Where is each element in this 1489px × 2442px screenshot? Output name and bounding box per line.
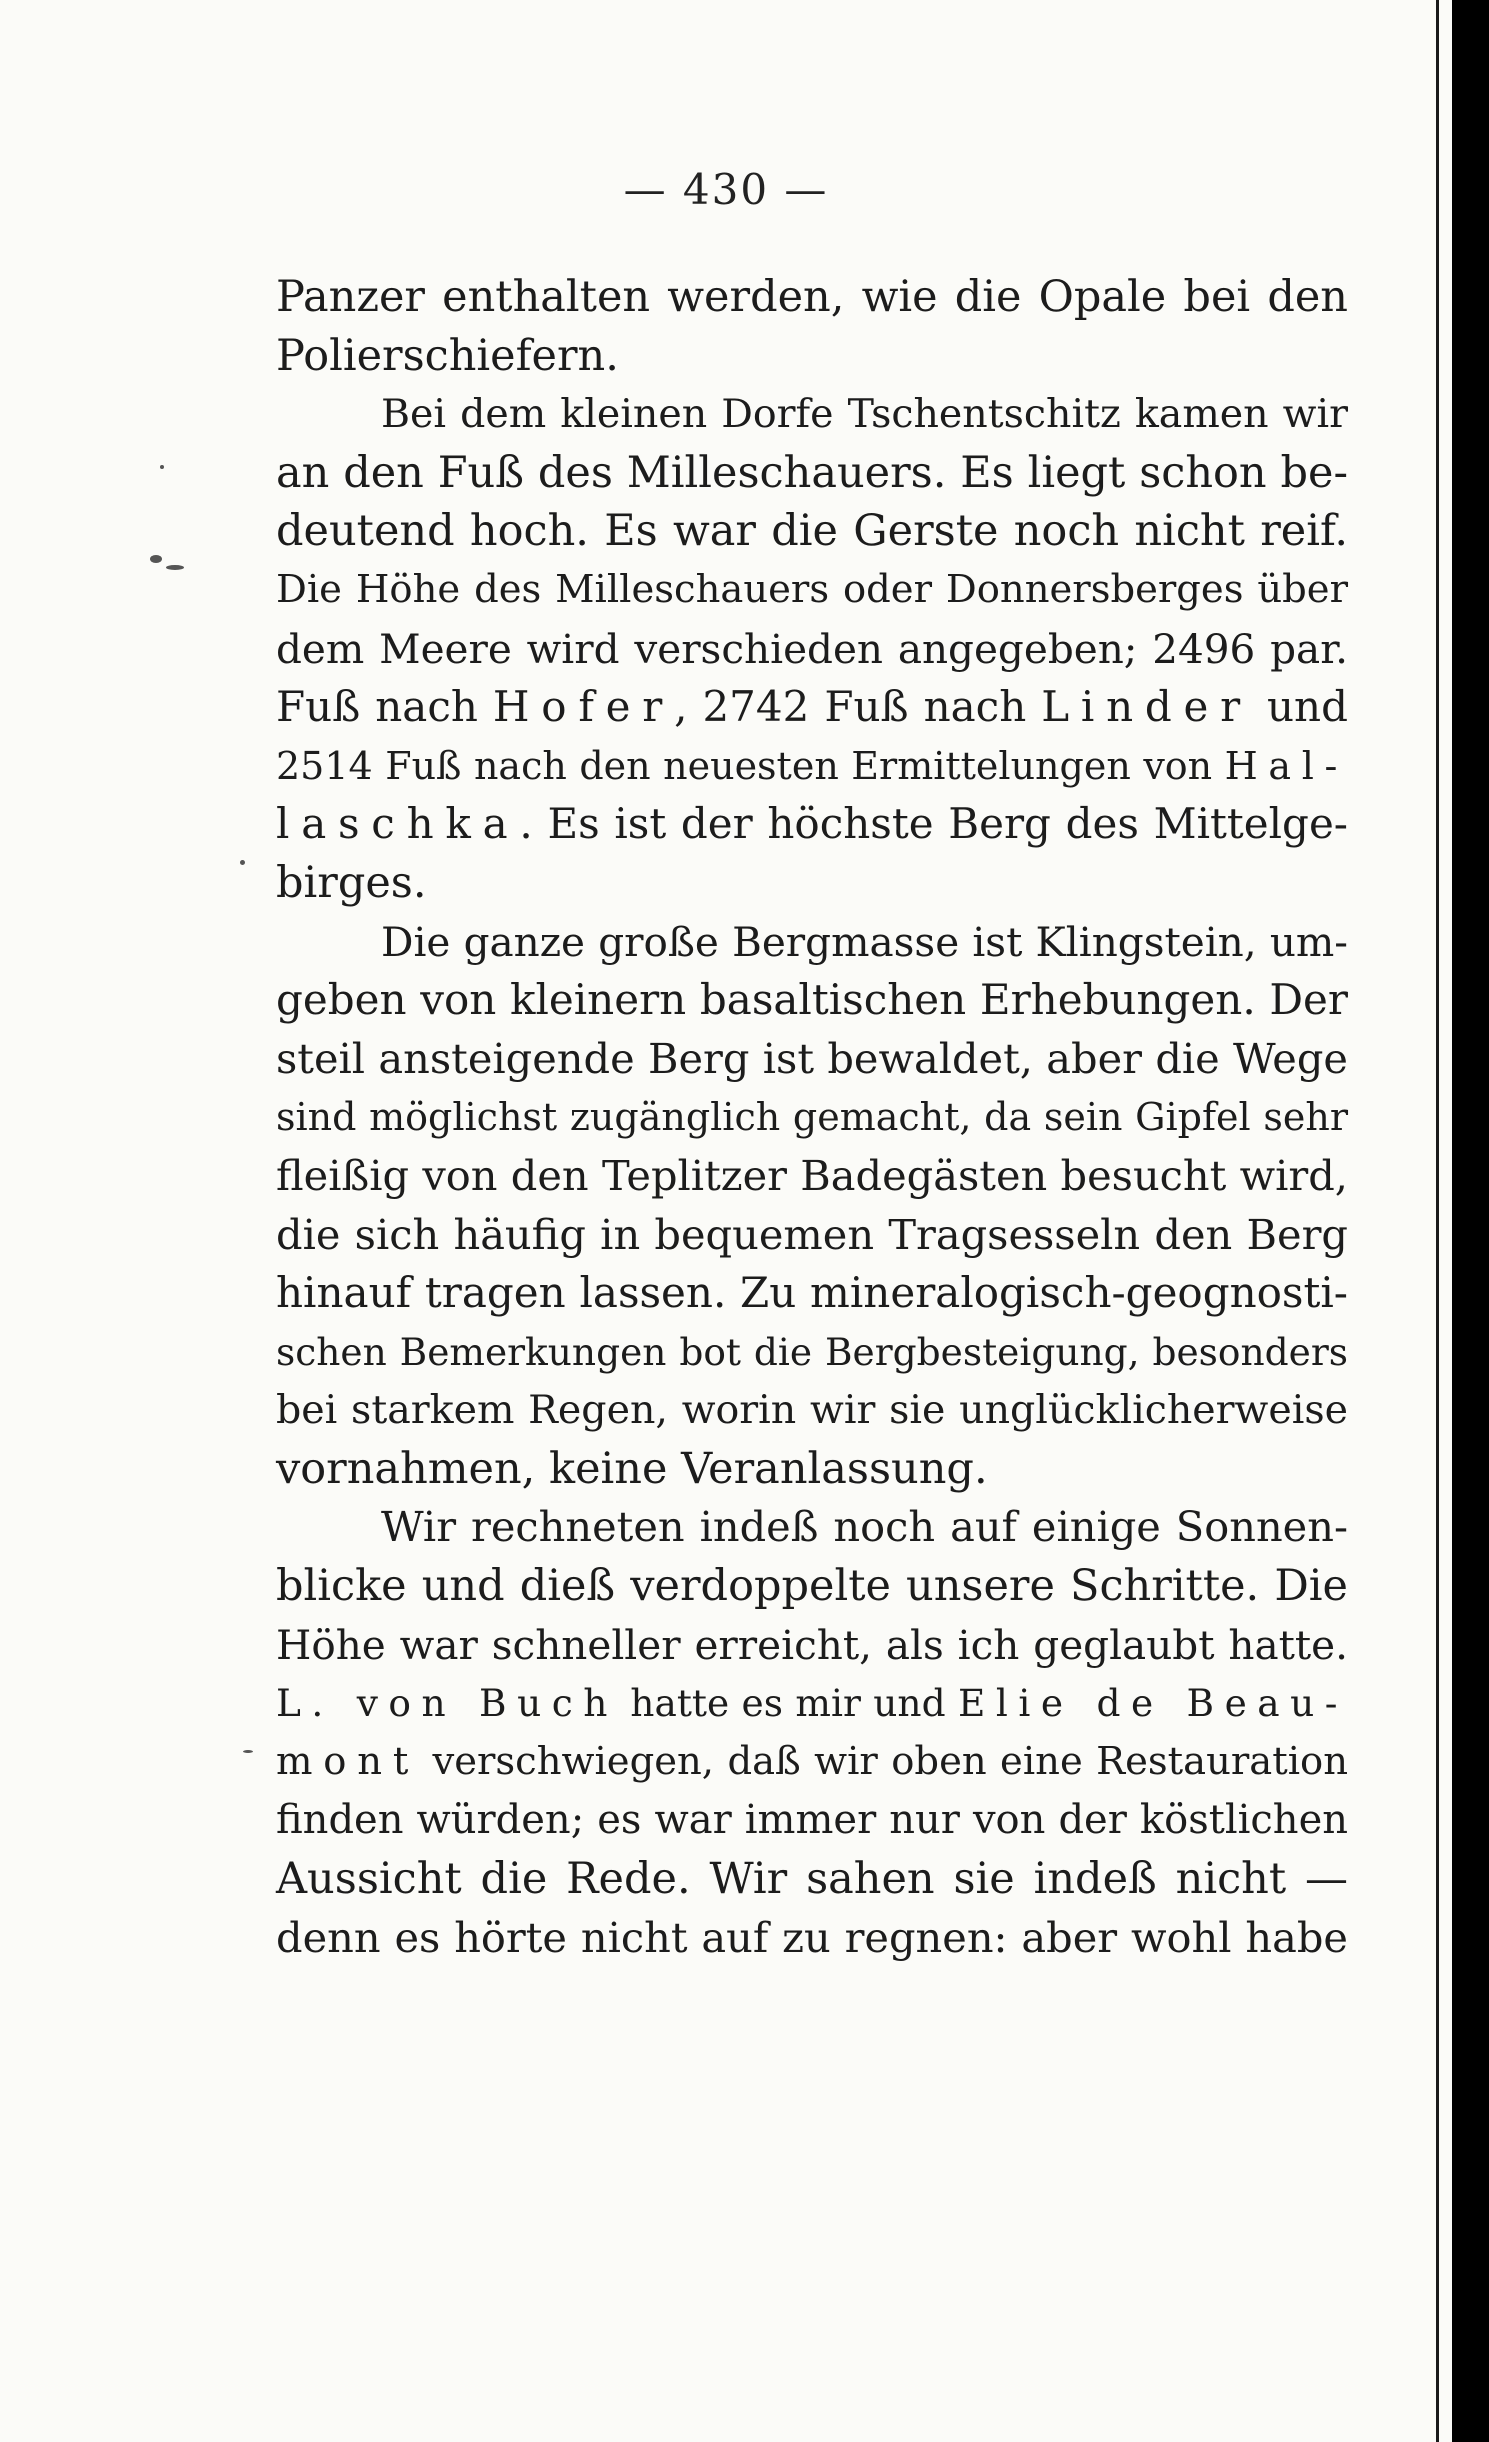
text-line: birges. bbox=[276, 857, 427, 908]
spaced-name: Linder bbox=[1041, 682, 1253, 732]
text-segment: hatte es mir und bbox=[617, 1681, 958, 1726]
text-line bbox=[276, 678, 1348, 737]
text-line: blicke und dieß verdoppelte unsere Schritte. Die bbox=[276, 1561, 1348, 1612]
text-segment: , 2742 Fuß nach bbox=[674, 682, 1042, 732]
body-text bbox=[276, 268, 1348, 1967]
text-line: deutend hoch. Es war die Gerste noch nicht reif. bbox=[276, 506, 1348, 557]
text-line bbox=[276, 1674, 1348, 1733]
page-edge-line bbox=[1436, 0, 1439, 2442]
text-line: steil ansteigende Berg ist bewaldet, aber die Wege bbox=[276, 1033, 1348, 1083]
text-line: fleißig von den Teplitzer Badegästen besucht wird, bbox=[276, 1150, 1348, 1200]
ink-speck bbox=[243, 1750, 253, 1753]
text-segment: . Es ist der höchste Berg des Mittelge- bbox=[519, 799, 1348, 849]
text-segment: Fuß nach bbox=[276, 682, 493, 732]
spaced-name: laschka bbox=[276, 799, 520, 849]
spaced-name: L. von Buch bbox=[276, 1681, 618, 1726]
text-line: Die Höhe des Milleschauers oder Donnersberges über bbox=[276, 566, 1348, 612]
text-line: Panzer enthalten werden, wie die Opale bei den bbox=[276, 272, 1348, 322]
text-line: dem Meere wird verschieden angegeben; 2496 par. bbox=[276, 624, 1348, 673]
ink-speck bbox=[166, 565, 184, 570]
text-line: Polierschiefern. bbox=[276, 330, 619, 381]
spaced-name: Hofer bbox=[492, 682, 675, 732]
text-segment: verschwiegen, daß wir oben eine Restauration bbox=[419, 1738, 1348, 1784]
text-line: Wir rechneten indeß noch auf einige Sonnen- bbox=[381, 1502, 1348, 1552]
text-line: an den Fuß des Milleschauers. Es liegt schon be- bbox=[276, 447, 1348, 498]
text-line: finden würden; es war immer nur von der köstlichen bbox=[276, 1797, 1348, 1844]
ink-speck bbox=[160, 465, 164, 469]
text-line: Aussicht die Rede. Wir sahen sie indeß nicht — bbox=[276, 1854, 1348, 1905]
page-number: — 430 — bbox=[623, 165, 829, 214]
text-line: Höhe war schneller erreicht, als ich geglaubt hatte. bbox=[276, 1620, 1348, 1669]
ink-speck bbox=[240, 860, 245, 865]
text-line bbox=[276, 795, 1348, 854]
text-line: denn es hörte nicht auf zu regnen: aber wohl habe bbox=[276, 1912, 1348, 1962]
text-line: geben von kleinern basaltischen Erhebungen. Der bbox=[276, 975, 1348, 1025]
text-line: Die ganze große Bergmasse ist Klingstein, um- bbox=[381, 917, 1348, 966]
text-line: vornahmen, keine Veranlassung. bbox=[276, 1443, 988, 1494]
spaced-name: Hal- bbox=[1224, 743, 1348, 788]
text-line bbox=[276, 737, 1348, 796]
ink-speck bbox=[150, 555, 162, 563]
text-line: sind möglichst zugänglich gemacht, da sein Gipfel sehr bbox=[276, 1095, 1348, 1140]
text-line: die sich häufig in bequemen Tragsesseln den Berg bbox=[276, 1209, 1348, 1259]
text-line bbox=[276, 1733, 1348, 1792]
text-segment: 2514 Fuß nach den neuesten Ermittelungen von bbox=[276, 743, 1225, 788]
text-segment: und bbox=[1252, 682, 1348, 732]
text-line: schen Bemerkungen bot die Bergbesteigung, besonders bbox=[276, 1329, 1348, 1374]
text-line: bei starkem Regen, worin wir sie unglücklicherweise bbox=[276, 1387, 1348, 1434]
text-line: hinauf tragen lassen. Zu mineralogisch-geognosti- bbox=[276, 1268, 1348, 1318]
spaced-name: mont bbox=[276, 1738, 420, 1784]
text-line: Bei dem kleinen Dorfe Tschentschitz kamen wir bbox=[381, 391, 1348, 438]
spaced-name: Elie de Beau- bbox=[957, 1681, 1348, 1726]
